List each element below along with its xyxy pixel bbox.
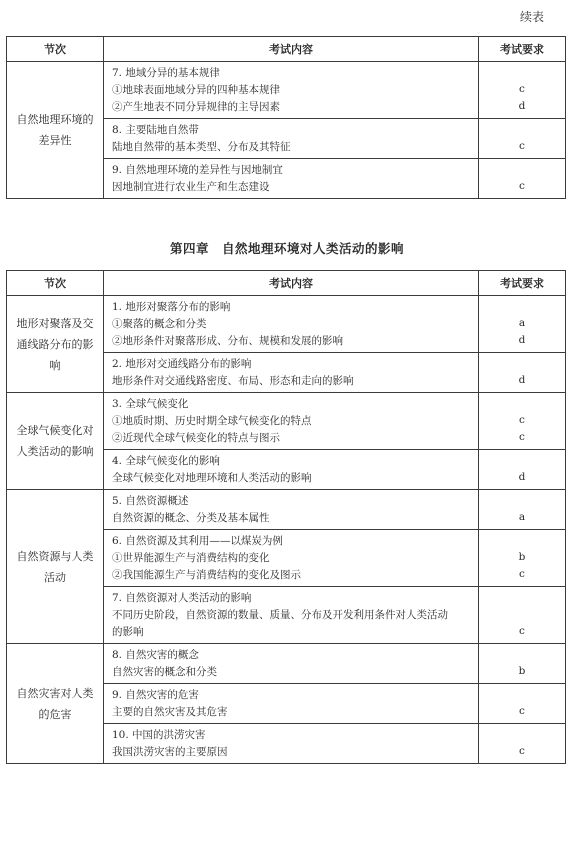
content-line: 因地制宜进行农业生产和生态建设	[112, 180, 270, 193]
header-section: 节次	[7, 37, 104, 62]
requirement-cell	[479, 119, 566, 159]
header-requirement: 考试要求	[479, 271, 566, 296]
content-cell	[104, 724, 479, 764]
table-row	[7, 393, 566, 450]
content-line: 3. 全球气候变化	[112, 397, 189, 410]
table-row	[7, 62, 566, 119]
content-line: 10. 中国的洪涝灾害	[112, 728, 206, 741]
requirement-level	[479, 121, 565, 138]
content-line: ①聚落的概念和分类	[112, 317, 207, 330]
content-line: ②近现代全球气候变化的特点与图示	[112, 431, 280, 444]
requirement-level: c	[519, 83, 525, 95]
requirement-cell	[479, 684, 566, 724]
content-cell	[104, 684, 479, 724]
requirement-level	[479, 161, 565, 178]
content-line: 地形条件对交通线路密度、布局、形态和走向的影响	[112, 374, 354, 387]
requirement-cell	[479, 393, 566, 450]
requirement-cell	[479, 159, 566, 199]
content-cell	[104, 159, 479, 199]
requirement-level: c	[519, 745, 525, 757]
content-line: 2. 地形对交通线路分布的影响	[112, 357, 252, 370]
requirement-level: d	[518, 374, 526, 386]
content-line: ①地质时期、历史时期全球气候变化的特点	[112, 414, 312, 427]
requirement-level	[479, 532, 565, 549]
requirement-level: b	[518, 665, 526, 677]
requirement-level	[479, 64, 565, 81]
requirement-level: c	[519, 140, 525, 152]
table-header-row	[7, 271, 566, 296]
content-line: 6. 自然资源及其利用——以煤炭为例	[112, 534, 283, 547]
requirement-cell	[479, 724, 566, 764]
requirement-cell	[479, 450, 566, 490]
continued-label: 续表	[519, 10, 544, 24]
requirement-level	[479, 395, 565, 412]
requirement-level: d	[518, 334, 526, 346]
content-line: 4. 全球气候变化的影响	[112, 454, 220, 467]
content-cell	[104, 119, 479, 159]
content-line: 全球气候变化对地理环境和人类活动的影响	[112, 471, 312, 484]
requirement-cell	[479, 530, 566, 587]
requirement-level	[479, 686, 565, 703]
requirement-level: c	[519, 568, 525, 580]
requirement-level: a	[518, 511, 526, 523]
section-name: 全球气候变化对人类活动的影响	[7, 393, 104, 490]
table-body	[7, 62, 566, 199]
content-line: 8. 主要陆地自然带	[112, 123, 199, 136]
requirement-cell	[479, 296, 566, 353]
content-line: 主要的自然灾害及其危害	[112, 705, 228, 718]
content-cell	[104, 530, 479, 587]
content-line: 自然资源的概念、分类及基本属性	[112, 511, 270, 524]
content-cell	[104, 62, 479, 119]
content-line: ①世界能源生产与消费结构的变化	[112, 551, 270, 564]
content-line: ②产生地表不同分异规律的主导因素	[112, 100, 280, 113]
requirement-cell	[479, 490, 566, 530]
requirement-cell	[479, 353, 566, 393]
requirement-level: c	[519, 705, 525, 717]
requirement-level: d	[518, 100, 526, 112]
table-header-row	[7, 37, 566, 62]
requirement-level: d	[518, 471, 526, 483]
requirement-level: c	[519, 625, 525, 637]
content-line: 的影响	[112, 625, 144, 638]
table-row	[7, 490, 566, 530]
table-row	[7, 296, 566, 353]
content-line: 自然灾害的概念和分类	[112, 665, 217, 678]
content-cell	[104, 490, 479, 530]
content-line: 7. 地域分异的基本规律	[112, 66, 220, 79]
content-line: 陆地自然带的基本类型、分布及其特征	[112, 140, 291, 153]
content-line: ②地形条件对聚落形成、分布、规模和发展的影响	[112, 334, 343, 347]
requirement-cell	[479, 587, 566, 644]
content-line: 9. 自然灾害的危害	[112, 688, 199, 701]
content-cell	[104, 450, 479, 490]
exam-table-1	[6, 36, 566, 199]
content-line: 1. 地形对聚落分布的影响	[112, 300, 231, 313]
requirement-cell	[479, 644, 566, 684]
requirement-level	[479, 606, 565, 623]
header-section: 节次	[7, 271, 104, 296]
header-content: 考试内容	[104, 37, 479, 62]
content-line: 7. 自然资源对人类活动的影响	[112, 591, 252, 604]
requirement-level: a	[518, 317, 526, 329]
requirement-level	[479, 646, 565, 663]
exam-table-2	[6, 270, 566, 764]
content-line: 5. 自然资源概述	[112, 494, 189, 507]
section-name: 自然灾害对人类的危害	[7, 644, 104, 764]
content-cell	[104, 296, 479, 353]
requirement-level	[479, 452, 565, 469]
chapter-title: 第四章 自然地理环境对人类活动的影响	[169, 241, 404, 256]
requirement-level	[479, 298, 565, 315]
requirement-level	[479, 726, 565, 743]
content-line: 8. 自然灾害的概念	[112, 648, 199, 661]
header-content: 考试内容	[104, 271, 479, 296]
content-line: ①地球表面地域分异的四种基本规律	[112, 83, 280, 96]
content-cell	[104, 644, 479, 684]
requirement-cell	[479, 62, 566, 119]
content-cell	[104, 393, 479, 450]
table-body	[7, 296, 566, 764]
section-name: 自然资源与人类活动	[7, 490, 104, 644]
section-name: 自然地理环境的差异性	[7, 62, 104, 199]
content-line: ②我国能源生产与消费结构的变化及图示	[112, 568, 301, 581]
requirement-level: c	[519, 180, 525, 192]
header-requirement: 考试要求	[479, 37, 566, 62]
requirement-level: c	[519, 431, 525, 443]
content-line: 9. 自然地理环境的差异性与因地制宜	[112, 163, 283, 176]
content-cell	[104, 587, 479, 644]
section-name: 地形对聚落及交通线路分布的影响	[7, 296, 104, 393]
content-line: 不同历史阶段，自然资源的数量、质量、分布及开发利用条件对人类活动	[112, 608, 448, 621]
table-row	[7, 644, 566, 684]
requirement-level	[479, 492, 565, 509]
content-line: 我国洪涝灾害的主要原因	[112, 745, 228, 758]
requirement-level	[479, 355, 565, 372]
requirement-level	[479, 589, 565, 606]
requirement-level: b	[518, 551, 526, 563]
content-cell	[104, 353, 479, 393]
requirement-level: c	[519, 414, 525, 426]
